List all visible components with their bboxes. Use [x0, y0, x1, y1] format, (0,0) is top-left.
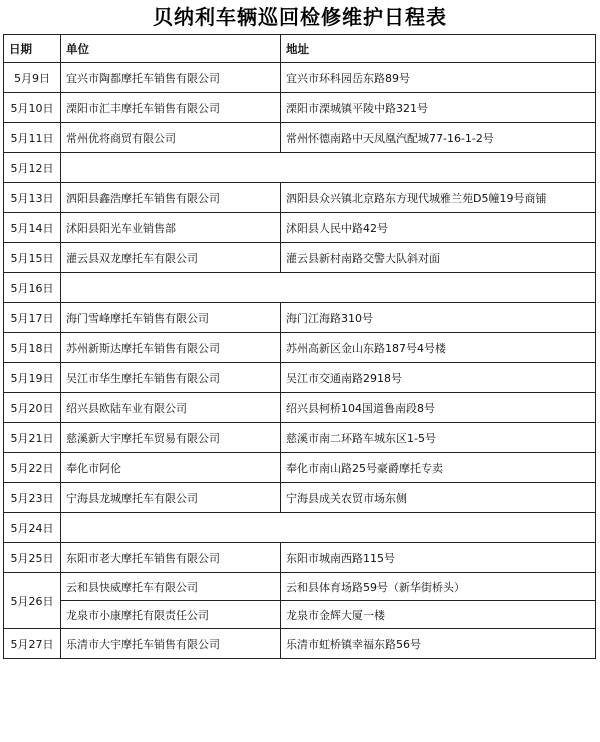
- address-cell: 龙泉市金辉大厦一楼: [281, 601, 596, 629]
- table-row: [4, 453, 596, 483]
- address-cell: 奉化市南山路25号豪爵摩托专卖: [281, 453, 596, 483]
- date-cell: 5月21日: [4, 423, 61, 453]
- table-row: [4, 333, 596, 363]
- column-header-address: 地址: [281, 35, 596, 63]
- date-cell: 5月23日: [4, 483, 61, 513]
- table-row: [4, 601, 596, 629]
- unit-cell: 宁海县龙城摩托车有限公司: [61, 483, 281, 513]
- date-cell: 5月14日: [4, 213, 61, 243]
- date-cell: 5月19日: [4, 363, 61, 393]
- address-cell: 乐清市虹桥镇幸福东路56号: [281, 629, 596, 659]
- table-row: [4, 303, 596, 333]
- address-cell: 云和县体育场路59号（新华街桥头）: [281, 573, 596, 601]
- unit-cell: 东阳市老大摩托车销售有限公司: [61, 543, 281, 573]
- address-cell: 慈溪市南二环路车城东区1-5号: [281, 423, 596, 453]
- table-row: [4, 543, 596, 573]
- table-row: [4, 183, 596, 213]
- unit-cell: 绍兴县欧陆车业有限公司: [61, 393, 281, 423]
- address-cell: 灌云县新村南路交警大队斜对面: [281, 243, 596, 273]
- date-cell: 5月11日: [4, 123, 61, 153]
- address-cell: 苏州高新区金山东路187号4号楼: [281, 333, 596, 363]
- unit-cell: 奉化市阿伦: [61, 453, 281, 483]
- address-cell: 绍兴县柯桥104国道鲁南段8号: [281, 393, 596, 423]
- date-cell: 5月24日: [4, 513, 61, 543]
- date-cell: 5月17日: [4, 303, 61, 333]
- date-cell: 5月25日: [4, 543, 61, 573]
- table-row: [4, 243, 596, 273]
- unit-cell: 云和县快威摩托车有限公司: [61, 573, 281, 601]
- table-body: [4, 63, 596, 659]
- column-header-unit: 单位: [61, 35, 281, 63]
- date-cell: 5月10日: [4, 93, 61, 123]
- date-cell: 5月22日: [4, 453, 61, 483]
- unit-cell: 乐清市大宇摩托车销售有限公司: [61, 629, 281, 659]
- empty-cell: [61, 153, 596, 183]
- table-row: [4, 393, 596, 423]
- table-row: [4, 513, 596, 543]
- address-cell: 溧阳市溧城镇平陵中路321号: [281, 93, 596, 123]
- table-row: [4, 483, 596, 513]
- schedule-table: [3, 34, 596, 659]
- page-title: 贝纳利车辆巡回检修维护日程表: [153, 5, 447, 29]
- address-cell: 海门江海路310号: [281, 303, 596, 333]
- address-cell: 东阳市城南西路115号: [281, 543, 596, 573]
- empty-cell: [61, 513, 596, 543]
- address-cell: 宜兴市环科园岳东路89号: [281, 63, 596, 93]
- table-row: [4, 423, 596, 453]
- address-cell: 沭阳县人民中路42号: [281, 213, 596, 243]
- address-cell: 泗阳县众兴镇北京路东方现代城雅兰苑D5幢19号商铺: [281, 183, 596, 213]
- date-cell: 5月16日: [4, 273, 61, 303]
- date-cell: 5月18日: [4, 333, 61, 363]
- table-row: [4, 629, 596, 659]
- unit-cell: 苏州新斯达摩托车销售有限公司: [61, 333, 281, 363]
- table-row: [4, 213, 596, 243]
- unit-cell: 泗阳县鑫浩摩托车销售有限公司: [61, 183, 281, 213]
- table-row: [4, 63, 596, 93]
- empty-cell: [61, 273, 596, 303]
- address-cell: 常州怀德南路中天凤凰汽配城77-16-1-2号: [281, 123, 596, 153]
- date-cell: 5月15日: [4, 243, 61, 273]
- unit-cell: 海门雪峰摩托车销售有限公司: [61, 303, 281, 333]
- unit-cell: 吴江市华生摩托车销售有限公司: [61, 363, 281, 393]
- unit-cell: 灌云县双龙摩托车有限公司: [61, 243, 281, 273]
- table-row: [4, 273, 596, 303]
- date-cell: 5月27日: [4, 629, 61, 659]
- address-cell: 吴江市交通南路2918号: [281, 363, 596, 393]
- table-row: [4, 573, 596, 601]
- address-cell: 宁海县成关农贸市场东侧: [281, 483, 596, 513]
- unit-cell: 慈溪新大宇摩托车贸易有限公司: [61, 423, 281, 453]
- table-header-row: [4, 35, 596, 63]
- date-cell: 5月26日: [4, 573, 61, 629]
- unit-cell: 溧阳市汇丰摩托车销售有限公司: [61, 93, 281, 123]
- unit-cell: 宜兴市陶都摩托车销售有限公司: [61, 63, 281, 93]
- table-row: [4, 363, 596, 393]
- date-cell: 5月20日: [4, 393, 61, 423]
- unit-cell: 沭阳县阳光车业销售部: [61, 213, 281, 243]
- column-header-date: 日期: [4, 35, 61, 63]
- table-row: [4, 123, 596, 153]
- date-cell: 5月9日: [4, 63, 61, 93]
- table-row: [4, 153, 596, 183]
- unit-cell: 常州优将商贸有限公司: [61, 123, 281, 153]
- date-cell: 5月12日: [4, 153, 61, 183]
- date-cell: 5月13日: [4, 183, 61, 213]
- table-row: [4, 93, 596, 123]
- unit-cell: 龙泉市小康摩托有限责任公司: [61, 601, 281, 629]
